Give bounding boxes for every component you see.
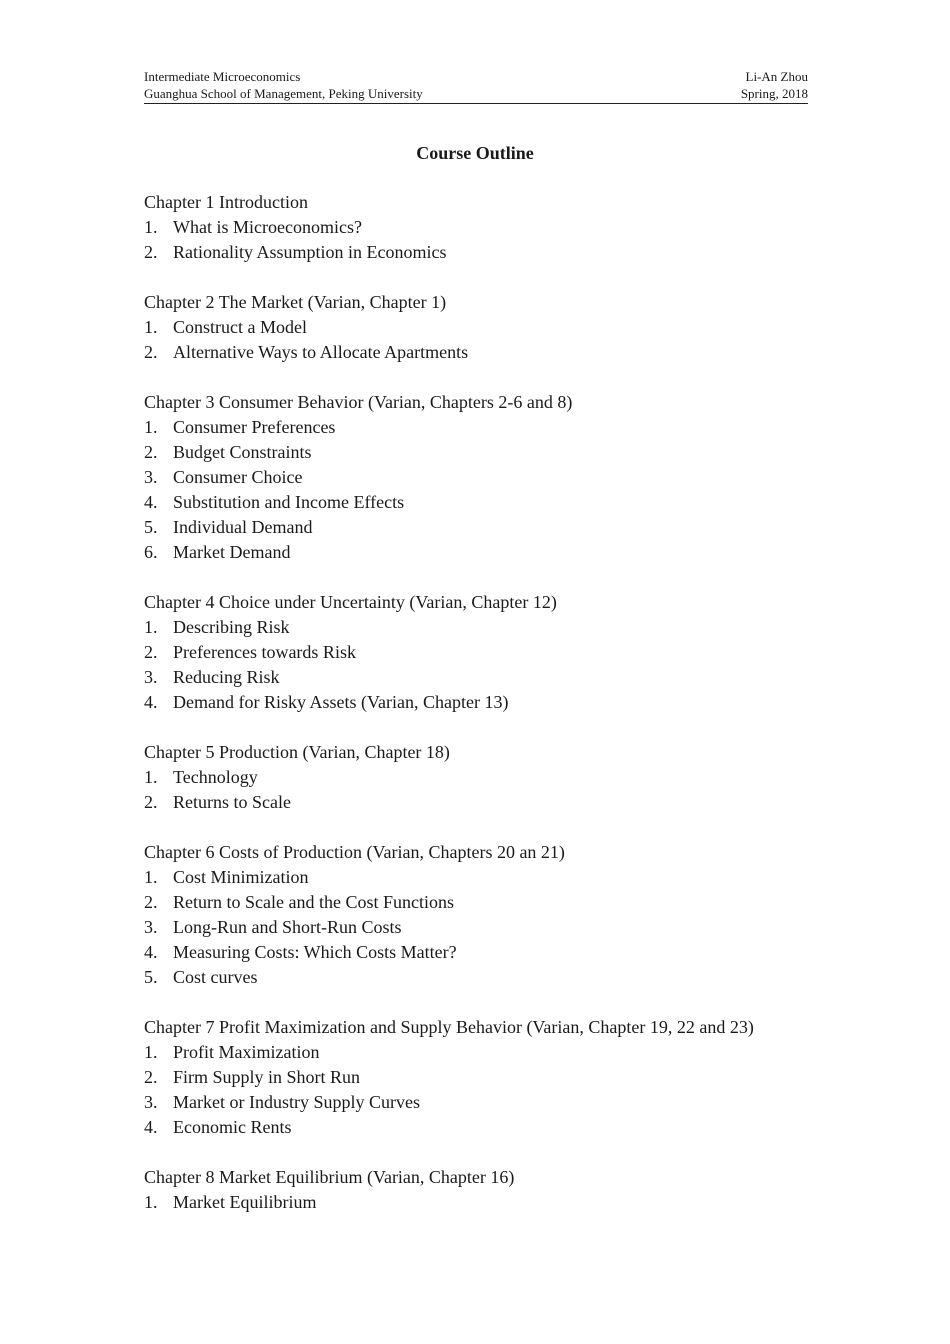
list-item-text: Profit Maximization xyxy=(173,1042,320,1062)
chapter-section xyxy=(144,390,824,565)
list-item xyxy=(144,665,824,690)
list-item-number: 1. xyxy=(144,1042,158,1062)
term: Spring, 2018 xyxy=(740,86,808,101)
list-item-number: 4. xyxy=(144,692,158,712)
list-item-text: Return to Scale and the Cost Functions xyxy=(173,892,454,912)
list-item-number: 2. xyxy=(144,642,158,662)
list-item xyxy=(144,540,824,565)
list-item-text: Measuring Costs: Which Costs Matter? xyxy=(173,942,457,962)
list-item xyxy=(144,1065,824,1090)
list-item-text: Cost curves xyxy=(173,967,258,987)
list-item-number: 1. xyxy=(144,767,158,787)
course-name: Intermediate Microeconomics xyxy=(144,69,301,84)
list-item xyxy=(144,915,824,940)
chapter-section xyxy=(144,190,824,265)
list-item-number: 4. xyxy=(144,942,158,962)
list-item-number: 2. xyxy=(144,342,158,362)
list-item-number: 2. xyxy=(144,892,158,912)
list-item-number: 2. xyxy=(144,1067,158,1087)
list-item-number: 1. xyxy=(144,417,158,437)
list-item xyxy=(144,940,824,965)
list-item-number: 1. xyxy=(144,1192,158,1212)
list-item xyxy=(144,1090,824,1115)
chapter-heading: Chapter 6 Costs of Production (Varian, Chapters 20 an 21) xyxy=(144,842,565,862)
chapter-heading: Chapter 3 Consumer Behavior (Varian, Chapters 2-6 and 8) xyxy=(144,392,573,412)
list-item xyxy=(144,515,824,540)
list-item xyxy=(144,615,824,640)
list-item-number: 4. xyxy=(144,492,158,512)
header-row-bottom xyxy=(144,85,808,102)
list-item-text: Market Equilibrium xyxy=(173,1192,317,1212)
list-item-text: Firm Supply in Short Run xyxy=(173,1067,361,1087)
list-item-text: Technology xyxy=(173,767,258,787)
list-item-text: What is Microeconomics? xyxy=(173,217,362,237)
chapter-section xyxy=(144,1015,824,1140)
list-item-text: Economic Rents xyxy=(173,1117,292,1137)
list-item xyxy=(144,1190,824,1215)
list-item xyxy=(144,340,824,365)
list-item-text: Demand for Risky Assets (Varian, Chapter 13) xyxy=(173,692,509,712)
chapter-section xyxy=(144,590,824,715)
chapter-section xyxy=(144,290,824,365)
list-item xyxy=(144,440,824,465)
chapter-heading: Chapter 1 Introduction xyxy=(144,192,308,212)
list-item-text: Market or Industry Supply Curves xyxy=(173,1092,420,1112)
list-item-number: 1. xyxy=(144,867,158,887)
list-item-text: Describing Risk xyxy=(173,617,290,637)
list-item xyxy=(144,490,824,515)
list-item-number: 5. xyxy=(144,967,158,987)
list-item-text: Consumer Preferences xyxy=(173,417,336,437)
list-item-number: 5. xyxy=(144,517,158,537)
list-item xyxy=(144,865,824,890)
chapter-heading: Chapter 4 Choice under Uncertainty (Varian, Chapter 12) xyxy=(144,592,557,612)
list-item-text: Construct a Model xyxy=(173,317,307,337)
header-row-top xyxy=(144,68,808,85)
list-item-text: Preferences towards Risk xyxy=(173,642,356,662)
list-item-number: 1. xyxy=(144,617,158,637)
list-item-text: Budget Constraints xyxy=(173,442,312,462)
list-item-number: 1. xyxy=(144,317,158,337)
list-item-text: Market Demand xyxy=(173,542,291,562)
list-item-number: 1. xyxy=(144,217,158,237)
course-outline xyxy=(144,190,824,1240)
list-item-text: Cost Minimization xyxy=(173,867,309,887)
list-item xyxy=(144,640,824,665)
list-item xyxy=(144,690,824,715)
list-item-text: Consumer Choice xyxy=(173,467,303,487)
list-item-text: Substitution and Income Effects xyxy=(173,492,405,512)
list-item xyxy=(144,465,824,490)
chapter-section xyxy=(144,840,824,990)
list-item-text: Rationality Assumption in Economics xyxy=(173,242,447,262)
chapter-section xyxy=(144,1165,824,1215)
list-item xyxy=(144,315,824,340)
chapter-section xyxy=(144,740,824,815)
list-item-text: Returns to Scale xyxy=(173,792,291,812)
list-item-number: 3. xyxy=(144,917,158,937)
list-item-text: Individual Demand xyxy=(173,517,313,537)
chapter-heading: Chapter 5 Production (Varian, Chapter 18) xyxy=(144,742,450,762)
instructor-name: Li-An Zhou xyxy=(745,69,808,84)
page-header xyxy=(144,68,808,104)
page-title: Course Outline xyxy=(416,143,534,163)
chapter-heading: Chapter 8 Market Equilibrium (Varian, Chapter 16) xyxy=(144,1167,515,1187)
chapter-heading: Chapter 7 Profit Maximization and Supply Behavior (Varian, Chapter 19, 22 and 23) xyxy=(144,1017,754,1037)
list-item-number: 4. xyxy=(144,1117,158,1137)
list-item-text: Alternative Ways to Allocate Apartments xyxy=(173,342,469,362)
list-item-number: 2. xyxy=(144,792,158,812)
school-name: Guanghua School of Management, Peking University xyxy=(144,86,423,101)
list-item-number: 6. xyxy=(144,542,158,562)
list-item xyxy=(144,215,824,240)
list-item-number: 3. xyxy=(144,467,158,487)
list-item xyxy=(144,1040,824,1065)
list-item-number: 3. xyxy=(144,667,158,687)
list-item xyxy=(144,1115,824,1140)
list-item xyxy=(144,765,824,790)
chapter-heading: Chapter 2 The Market (Varian, Chapter 1) xyxy=(144,292,447,312)
list-item-text: Long-Run and Short-Run Costs xyxy=(173,917,402,937)
list-item-number: 2. xyxy=(144,242,158,262)
list-item xyxy=(144,240,824,265)
list-item xyxy=(144,415,824,440)
list-item-number: 2. xyxy=(144,442,158,462)
list-item xyxy=(144,965,824,990)
list-item-number: 3. xyxy=(144,1092,158,1112)
list-item-text: Reducing Risk xyxy=(173,667,280,687)
list-item xyxy=(144,890,824,915)
list-item xyxy=(144,790,824,815)
